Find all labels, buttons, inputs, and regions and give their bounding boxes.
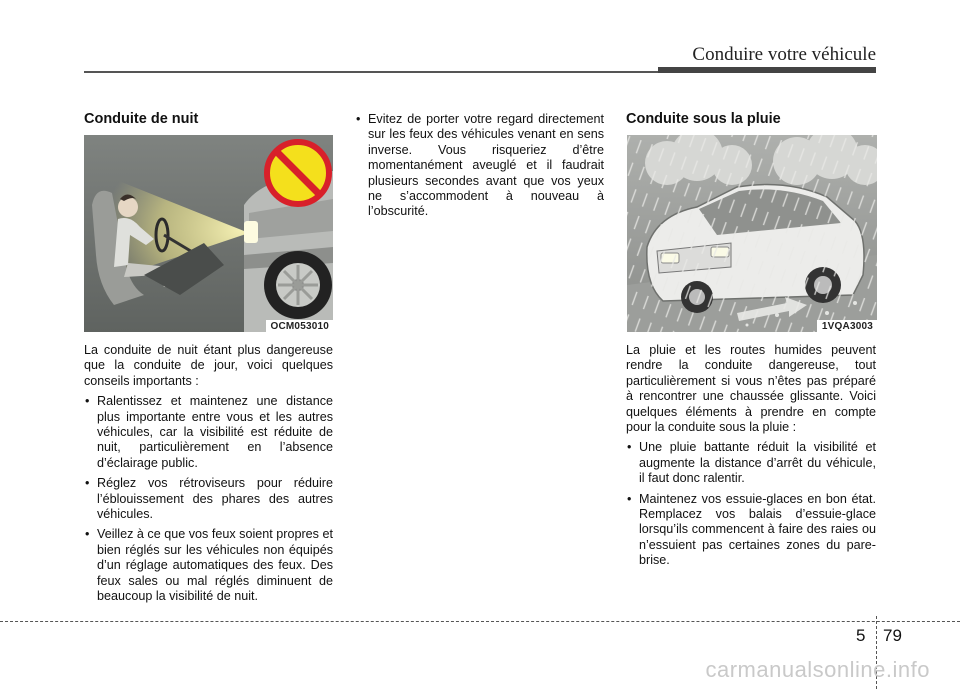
list-item: • Evitez de porter votre regard directement sur les feux des véhicules venant en sens inverse. Vous risqueriez d’être momentanément aveuglé et il faudrait plusieurs secondes avant que vos yeux ne s’accommodent à nouveau à l’obscurité.: [356, 112, 604, 219]
chapter-number: 5: [856, 626, 866, 645]
prohibition-sign-icon: [267, 142, 329, 204]
night-bullet-list: [84, 394, 333, 604]
rain-intro: La pluie et les routes humides peuvent rendre la conduite dangereuse, tout particulièrement si vous n’êtes pas préparé à rencontrer une chaussée glissante. Voici quelques éléments à prendre en compte pour la conduite sous la pluie :: [626, 343, 876, 435]
bullet-icon: •: [627, 491, 632, 506]
figure-rain-driving: [627, 135, 877, 332]
header-rule-accent: [658, 67, 876, 73]
list-item: • Ralentissez et maintenez une distance plus importante entre vous et les autres véhicules, car la visibilité est réduite de nuit, particulièrement en l’absence d’éclairage public.: [85, 394, 333, 470]
watermark: carmanualsonline.info: [705, 657, 930, 682]
bullet-icon: •: [627, 440, 632, 455]
figure-code-rain: 1VQA3003: [817, 320, 877, 332]
bullet-icon: •: [356, 112, 361, 126]
rain-text-column: [626, 343, 876, 574]
heading-night-driving: Conduite de nuit: [84, 111, 199, 127]
night-bullet-list-continued: [355, 112, 604, 220]
list-item: • Réglez vos rétroviseurs pour réduire l’éblouissement des phares des autres véhicules.: [85, 476, 333, 522]
figure-night-driving: [84, 135, 333, 332]
heading-rain-driving: Conduite sous la pluie: [626, 111, 781, 127]
list-item: • Maintenez vos essuie-glaces en bon état. Remplacez vos balais d’essuie-glace lorsqu’ils commencent à faire des raies ou n’essuient pas certaines zones du pare-brise.: [627, 491, 876, 568]
list-item: • Une pluie battante réduit la visibilité et augmente la distance d’arrêt du véhicule, il faut donc ralentir.: [627, 440, 876, 486]
bullet-icon: •: [85, 476, 90, 491]
figure-code-night: OCM053010: [266, 320, 334, 332]
night-driving-illustration: [84, 135, 333, 332]
list-item: • Veillez à ce que vos feux soient propres et bien réglés sur les véhicules non équipés d’un réglage automatiques des feux. Des feux sales ou mal réglés diminuent de beaucoup la visibilité de nuit.: [85, 527, 333, 604]
footer-rule: [0, 621, 960, 622]
rain-bullet-list: [626, 440, 876, 568]
night-intro: La conduite de nuit étant plus dangereuse que la conduite de jour, voici quelques conseils importants :: [84, 343, 333, 388]
night-text-column: [84, 343, 333, 610]
header-rule: [84, 71, 684, 73]
chapter-title: Conduire votre véhicule: [692, 44, 876, 65]
page-number: 79: [883, 626, 902, 645]
night-text-continued: [355, 112, 604, 225]
bullet-icon: •: [85, 394, 90, 409]
bullet-icon: •: [85, 527, 90, 542]
rain-driving-illustration: [627, 135, 877, 332]
